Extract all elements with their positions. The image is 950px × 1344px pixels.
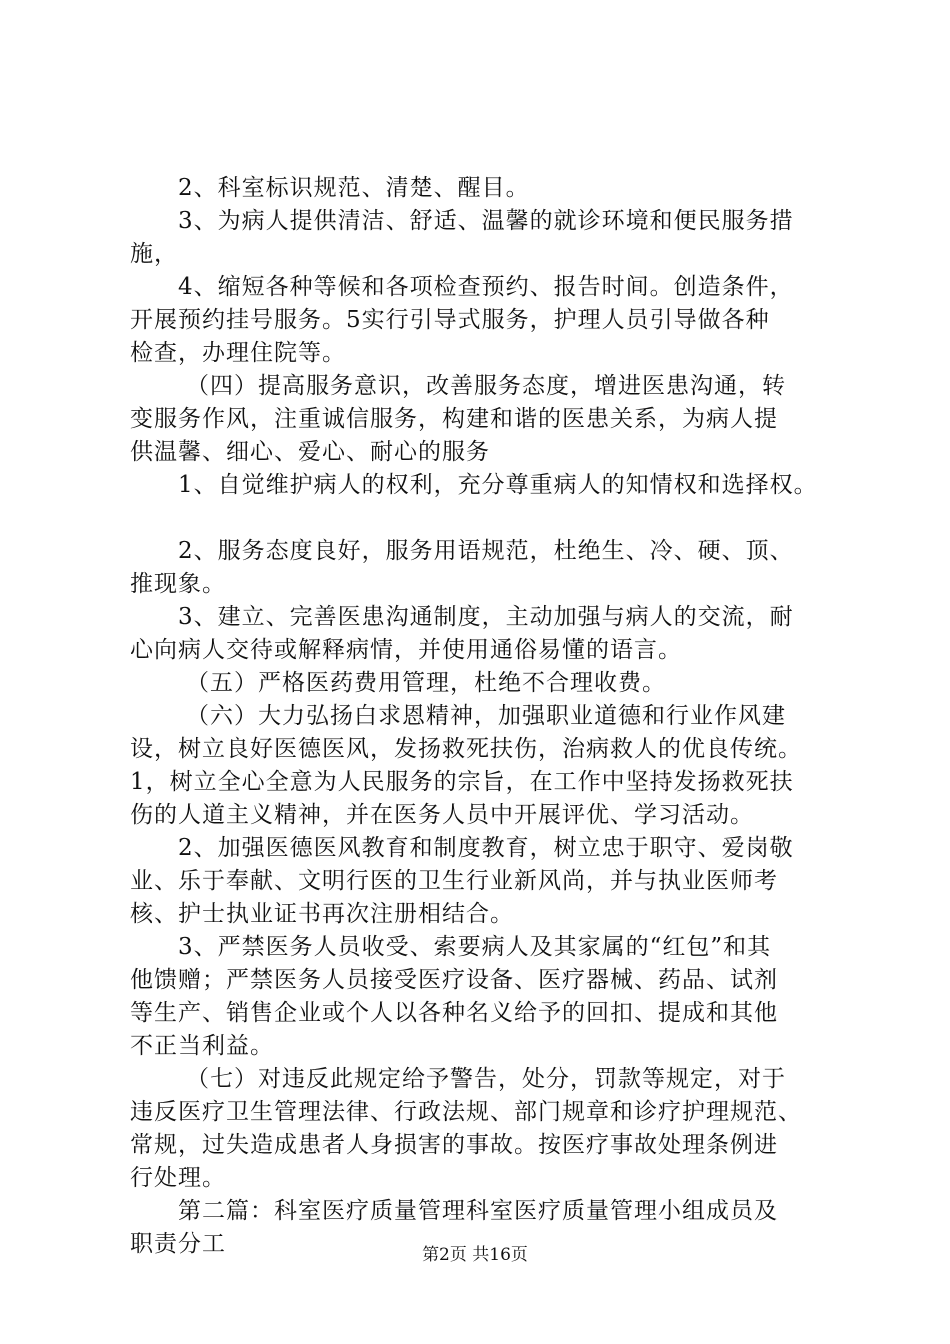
chapter-heading: 第二篇：科室医疗质量管理科室医疗质量管理小组成员及: [178, 1198, 778, 1224]
page-footer: 第2页 共16页: [422, 1245, 528, 1265]
paragraph-line: 施，: [130, 241, 178, 267]
paragraph-line: 1、自觉维护病人的权利，充分尊重病人的知情权和选择权。: [178, 472, 818, 498]
chapter-heading-continuation: 职责分工: [130, 1231, 226, 1257]
paragraph-line: 心向病人交待或解释病情，并使用通俗易懂的语言。: [130, 637, 682, 663]
section-heading-7: （七）对违反此规定给予警告，处分，罚款等规定，对于: [186, 1066, 786, 1092]
paragraph-line: 检查，办理住院等。: [130, 340, 346, 366]
paragraph-line: 变服务作风，注重诚信服务，构建和谐的医患关系，为病人提: [130, 406, 778, 432]
paragraph-line: 开展预约挂号服务。5实行引导式服务，护理人员引导做各种: [130, 307, 770, 333]
paragraph-line: 常规，过失造成患者人身损害的事故。按医疗事故处理条例进: [130, 1132, 778, 1158]
paragraph-line: 等生产、销售企业或个人以各种名义给予的回扣、提成和其他: [130, 1000, 778, 1026]
paragraph-line: 3、建立、完善医患沟通制度，主动加强与病人的交流，耐: [178, 604, 794, 630]
paragraph-line: 推现象。: [130, 571, 226, 597]
paragraph-line: 2、服务态度良好，服务用语规范，杜绝生、冷、硬、顶、: [178, 538, 794, 564]
paragraph-line: 他馈赠；严禁医务人员接受医疗设备、医疗器械、药品、试剂: [130, 967, 778, 993]
paragraph-line: 供温馨、细心、爱心、耐心的服务: [130, 439, 490, 465]
document-body: [130, 172, 840, 1261]
paragraph-line: 1，树立全心全意为人民服务的宗旨，在工作中坚持发扬救死扶: [130, 769, 794, 795]
section-heading-6: （六）大力弘扬白求恩精神，加强职业道德和行业作风建: [186, 703, 786, 729]
paragraph-line: 核、护士执业证书再次注册相结合。: [130, 901, 514, 927]
paragraph-line: 行处理。: [130, 1165, 226, 1191]
paragraph-line: 设，树立良好医德医风，发扬救死扶伤，治病救人的优良传统。: [130, 736, 802, 762]
paragraph-line: 业、乐于奉献、文明行医的卫生行业新风尚，并与执业医师考: [130, 868, 778, 894]
paragraph-line: 3、严禁医务人员收受、索要病人及其家属的“红包”和其: [178, 934, 772, 960]
paragraph-line: 2、加强医德医风教育和制度教育，树立忠于职守、爱岗敬: [178, 835, 794, 861]
blank-line: [130, 502, 840, 535]
paragraph-line: 不正当利益。: [130, 1033, 274, 1059]
section-heading-4: （四）提高服务意识，改善服务态度，增进医患沟通，转: [186, 373, 786, 399]
paragraph-line: 违反医疗卫生管理法律、行政法规、部门规章和诊疗护理规范、: [130, 1099, 802, 1125]
paragraph-line: 4、缩短各种等候和各项检查预约、报告时间。创造条件，: [178, 274, 794, 300]
paragraph-line: 3、为病人提供清洁、舒适、温馨的就诊环境和便民服务措: [178, 208, 794, 234]
paragraph-line: 伤的人道主义精神，并在医务人员中开展评优、学习活动。: [130, 802, 754, 828]
section-heading-5: （五）严格医药费用管理，杜绝不合理收费。: [186, 670, 666, 696]
paragraph-line: 2、科室标识规范、清楚、醒目。: [178, 175, 530, 201]
